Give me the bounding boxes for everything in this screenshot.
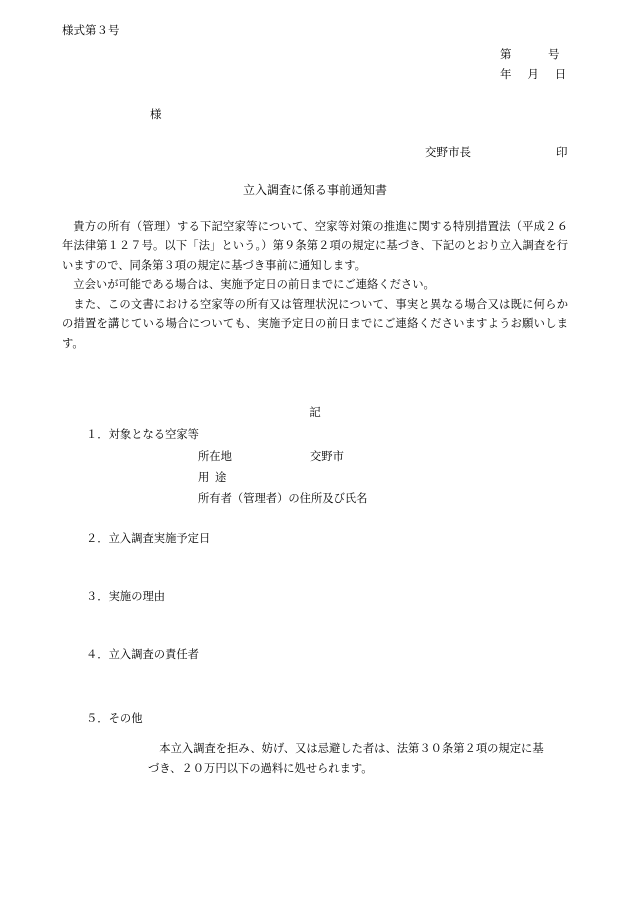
penalty-note <box>148 740 548 780</box>
item-1-use-label: 用 途 <box>198 472 227 484</box>
item-1-location-label: 所在地 <box>198 451 232 463</box>
ki-marker: 記 <box>309 407 321 419</box>
item-5-label: ５．その他 <box>86 713 143 725</box>
body-paragraph-3: また、この文書における空家等の所有又は管理状況について、事実と異なる場合又は既に何らかの措置を講じている場合についても、実施予定日の前日までにご連絡くださいますようお願いします。 <box>62 298 568 350</box>
document-date-line: 年 月 日 <box>500 69 567 81</box>
penalty-note-text: 本立入調査を拒み、妨げ、又は忌避した者は、法第３０条第２項の規定に基づき、２０万円以下の過料に処せられます。 <box>148 743 544 775</box>
item-1-label: １．対象となる空家等 <box>86 429 199 441</box>
addressee-line: 様 <box>150 109 162 121</box>
document-number-line: 第 号 <box>500 49 560 61</box>
item-4-label: ４．立入調査の責任者 <box>86 649 199 661</box>
form-number: 様式第３号 <box>62 25 120 37</box>
item-2-label: ２．立入調査実施予定日 <box>86 533 211 545</box>
item-1-owner-label: 所有者（管理者）の住所及び氏名 <box>198 493 368 505</box>
item-1-location-value: 交野市 <box>310 451 344 463</box>
issuer-name: 交野市長 <box>425 147 471 159</box>
page-title: 立入調査に係る事前通知書 <box>242 183 387 197</box>
item-3-label: ３．実施の理由 <box>86 591 166 603</box>
body-paragraph-1: 貴方の所有（管理）する下記空家等について、空家等対策の推進に関する特別措置法（平成２６年法律第１２７号。以下「法」という。）第９条第２項の規定に基づき、下記のとおり立入調査を行いますので、同条第３項の規定に基づき事前に通知します。 <box>62 221 568 272</box>
body-paragraph-2: 立会いが可能である場合は、実施予定日の前日までにご連絡ください。 <box>73 279 435 292</box>
body-text <box>62 218 568 354</box>
seal-mark: 印 <box>556 147 568 159</box>
